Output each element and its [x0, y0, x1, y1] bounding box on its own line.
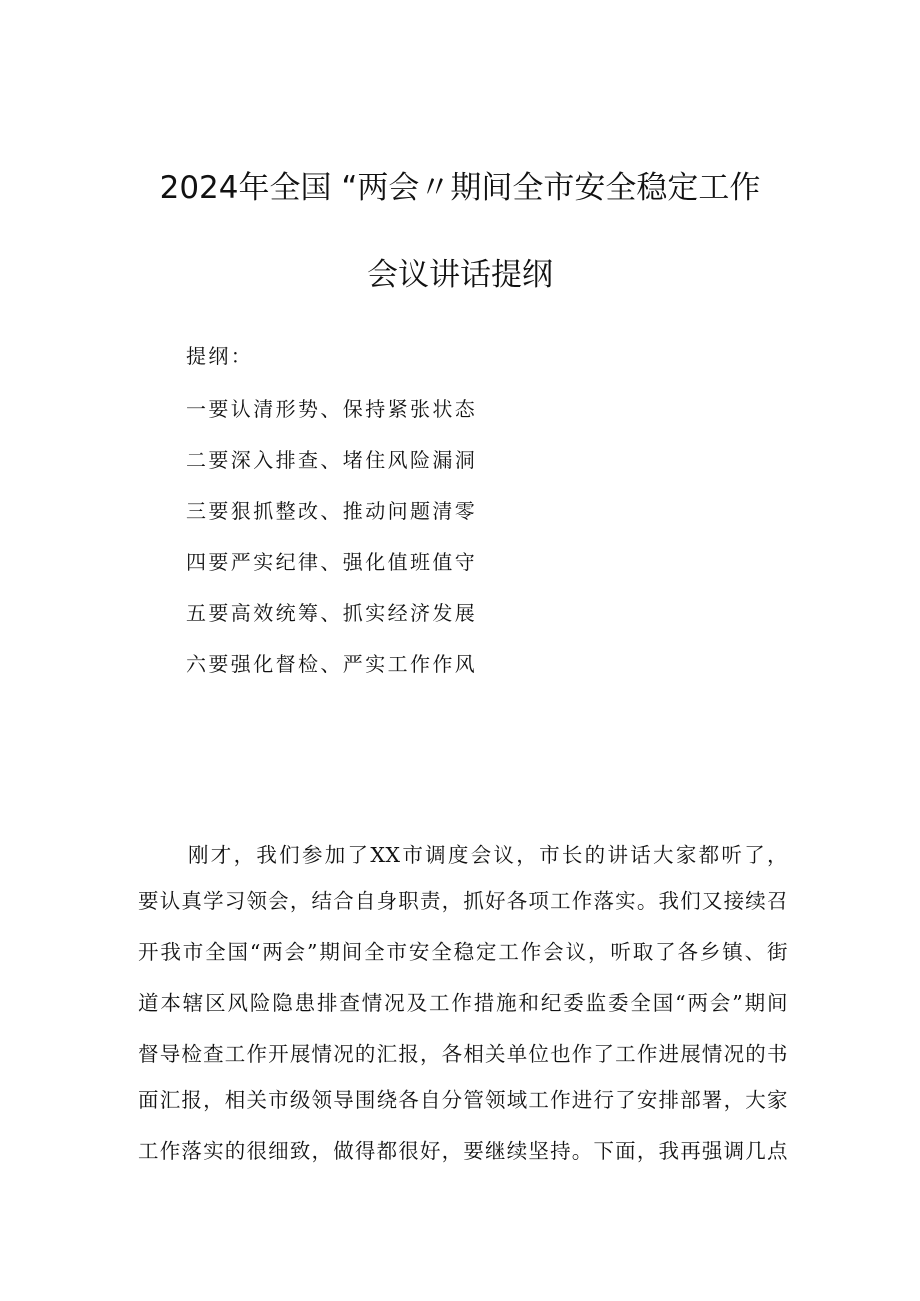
- document-title-line-1: 2024年全国 “两会〃期间全市安全稳定工作: [159, 170, 761, 206]
- body-line-5: 督导检查工作开展情况的汇报，各相关单位也作了工作进展情况的书: [138, 1042, 788, 1066]
- outline-item-6: 六要强化督检、严实工作作风: [186, 652, 478, 676]
- body-line-3: 开我市全国“两会”期间全市安全稳定工作会议，听取了各乡镇、街: [138, 940, 788, 964]
- body-line-4: 道本辖区风险隐患排查情况及工作措施和纪委监委全国“两会”期间: [138, 991, 788, 1015]
- body-line-1: 刚才，我们参加了XX市调度会议，市长的讲话大家都听了，: [188, 843, 788, 867]
- outline-item-1: 一要认清形势、保持紧张状态: [186, 397, 478, 421]
- outline-item-5: 五要高效统筹、抓实经济发展: [186, 601, 478, 625]
- body-line-2: 要认真学习领会，结合自身职责，抓好各项工作落实。我们又接续召: [138, 889, 788, 913]
- document-title-line-2: 会议讲话提纲: [367, 257, 553, 293]
- outline-item-2: 二要深入排查、堵住风险漏洞: [186, 448, 478, 472]
- outline-item-4: 四要严实纪律、强化值班值守: [186, 550, 478, 574]
- body-line-7: 工作落实的很细致，做得都很好，要继续坚持。下面，我再强调几点: [138, 1139, 788, 1163]
- outline-item-3: 三要狠抓整改、推动问题清零: [186, 499, 478, 523]
- outline-label: 提纲：: [186, 344, 254, 368]
- body-line-6: 面汇报，相关市级领导围绕各自分管领域工作进行了安排部署，大家: [138, 1088, 788, 1112]
